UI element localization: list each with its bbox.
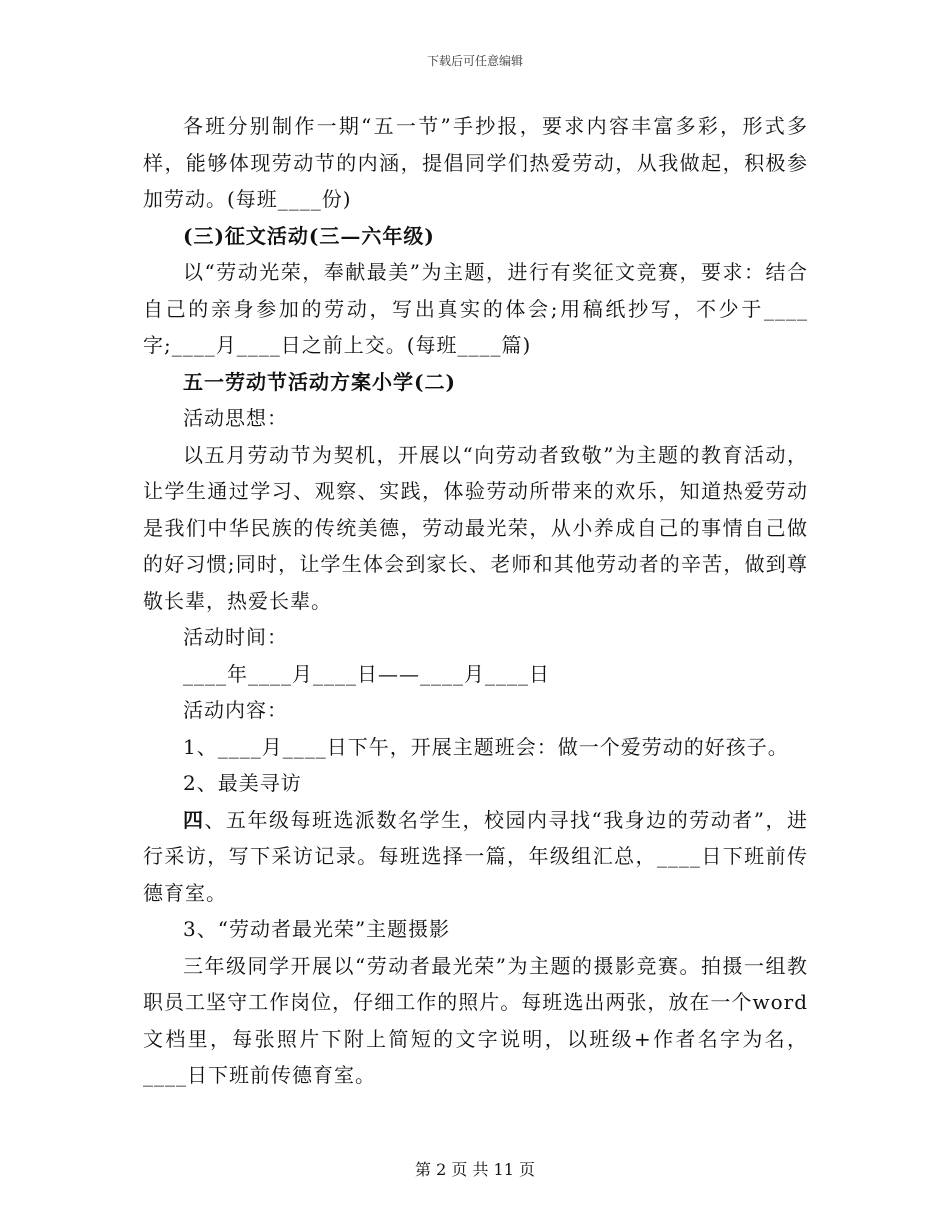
page-header-note: 下载后可任意编辑 <box>426 54 523 68</box>
document-body <box>143 108 808 1094</box>
paragraph-interview-details <box>143 802 808 912</box>
item-photography-theme: 3、“劳动者最光荣”主题摄影 <box>183 917 451 941</box>
paragraph-interview-text: 、五年级每班选派数名学生，校园内寻找“我身边的劳动者”，进行采访，写下采访记录。每班选择一篇，年级组汇总，____日下班前传德育室。 <box>143 807 809 905</box>
paragraph-essay-requirements: 以“劳动光荣，奉献最美”为主题，进行有奖征文竞赛，要求：结合自己的亲身参加的劳动，写出真实的体会;用稿纸抄写，不少于____字;____月____日之前上交。(每班____篇) <box>143 260 808 357</box>
item-best-interview: 2、最美寻访 <box>183 771 302 795</box>
paragraph-photography-details: 三年级同学开展以“劳动者最光荣”为主题的摄影竞赛。拍摄一组教职员工坚守工作岗位，仔细工作的照片。每班选出两张，放在一个word文档里，每张照片下附上简短的文字说明，以班级+作者名字为名，____日下班前传德育室。 <box>143 953 808 1087</box>
label-activity-content: 活动内容： <box>183 698 288 722</box>
label-activity-time: 活动时间： <box>183 625 288 649</box>
label-activity-idea: 活动思想： <box>183 406 288 430</box>
paragraph-activity-time: ____年____月____日——____月____日 <box>183 661 550 686</box>
section-heading-plan-two: 五一劳动节活动方案小学(二) <box>183 369 456 394</box>
section-heading-essay-activity: (三)征文活动(三—六年级) <box>183 223 435 248</box>
page-number-footer: 第 2 页 共 11 页 <box>415 1160 535 1179</box>
item-class-meeting: 1、____月____日下午，开展主题班会：做一个爱劳动的好孩子。 <box>183 734 789 759</box>
paragraph-lead-bold: 四 <box>183 807 205 832</box>
paragraph-handwritten-newspaper: 各班分别制作一期“五一节”手抄报，要求内容丰富多彩，形式多样，能够体现劳动节的内涵，提倡同学们热爱劳动，从我做起，积极参加劳动。(每班____份) <box>143 114 808 211</box>
paragraph-activity-idea: 以五月劳动节为契机，开展以“向劳动者致敬”为主题的教育活动，让学生通过学习、观察、实践，体验劳动所带来的欢乐，知道热爱劳动是我们中华民族的传统美德，劳动最光荣，从小养成自己的事情自己做的好习惯;同时，让学生体会到家长、老师和其他劳动者的辛苦，做到尊敬长辈，热爱长辈。 <box>143 442 808 613</box>
